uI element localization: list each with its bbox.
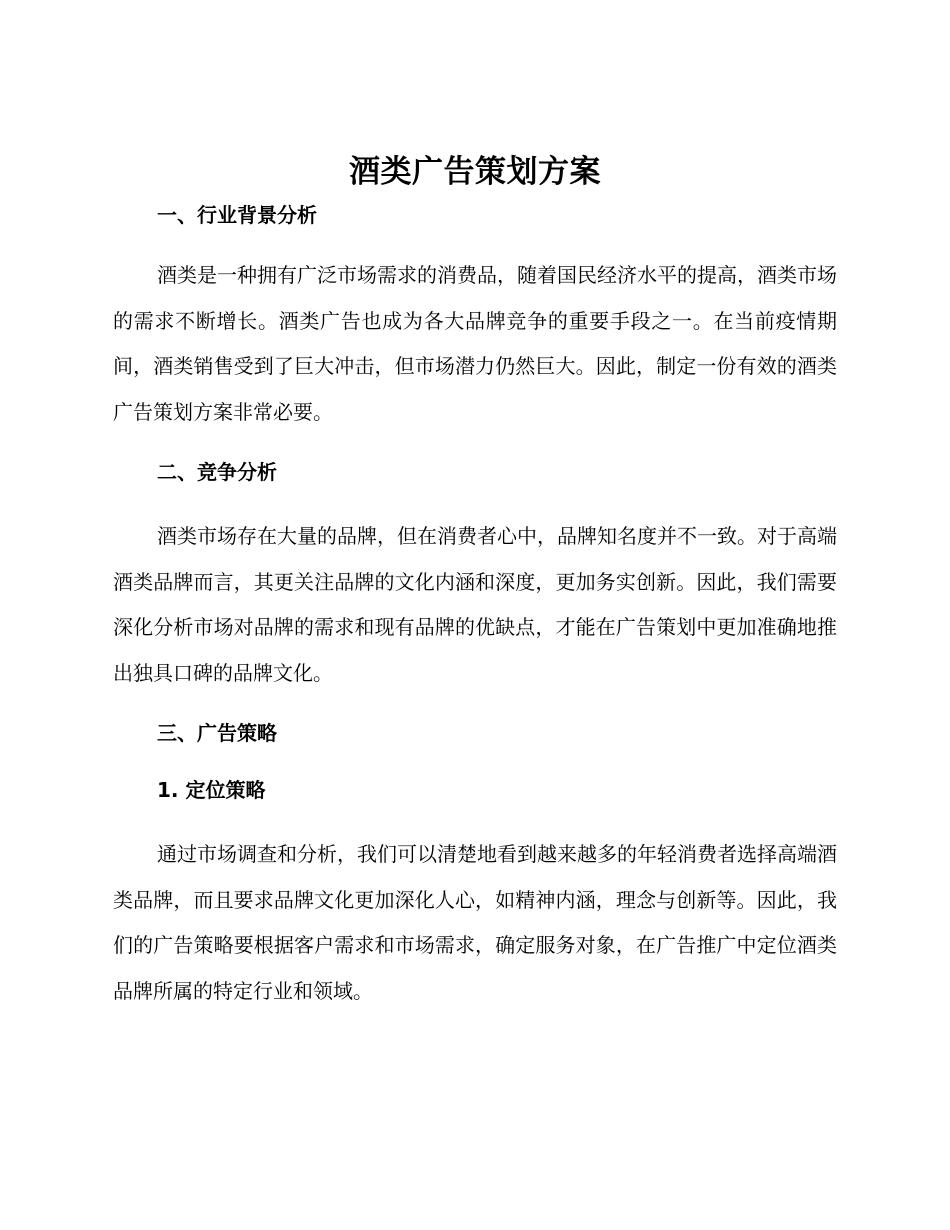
document-title: 酒类广告策划方案 <box>349 154 601 190</box>
section-heading-industry-background: 一、行业背景分析 <box>157 203 317 227</box>
paragraph-industry-background: 酒类是一种拥有广泛市场需求的消费品，随着国民经济水平的提高，酒类市场的需求不断增长。酒类广告也成为各大品牌竞争的重要手段之一。在当前疫情期间，酒类销售受到了巨大冲击，但市场潜力仍然巨大。因此，制定一份有效的酒类广告策划方案非常必要。 <box>113 263 837 424</box>
paragraph-positioning-strategy: 通过市场调查和分析，我们可以清楚地看到越来越多的年轻消费者选择高端酒类品牌，而且要求品牌文化更加深化人心，如精神内涵，理念与创新等。因此，我们的广告策略要根据客户需求和市场需求，确定服务对象，在广告推广中定位酒类品牌所属的特定行业和领域。 <box>113 842 837 1003</box>
section-heading-competition-analysis: 二、竞争分析 <box>157 460 277 484</box>
section-heading-ad-strategy: 三、广告策略 <box>157 721 277 745</box>
subsection-heading-positioning-strategy: 1. 定位策略 <box>157 778 266 802</box>
paragraph-competition-analysis: 酒类市场存在大量的品牌，但在消费者心中，品牌知名度并不一致。对于高端酒类品牌而言，其更关注品牌的文化内涵和深度，更加务实创新。因此，我们需要深化分析市场对品牌的需求和现有品牌的优缺点，才能在广告策划中更加准确地推出独具口碑的品牌文化。 <box>113 524 837 685</box>
